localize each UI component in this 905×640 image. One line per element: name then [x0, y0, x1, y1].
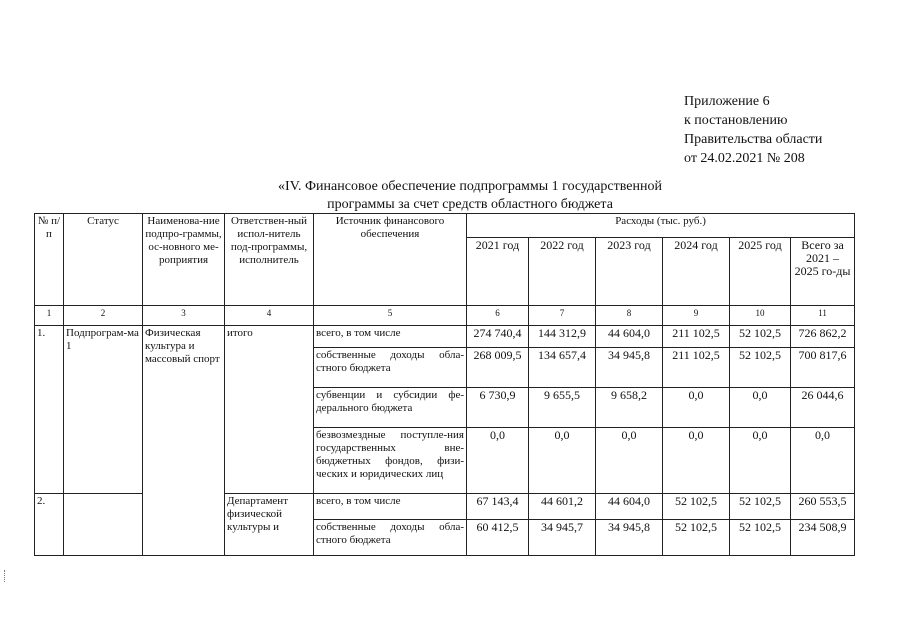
header-year-2024: 2024 год	[663, 238, 730, 306]
value-cell: 60 412,5	[467, 520, 529, 556]
row-name: Физическая культура и массовый спорт	[143, 326, 225, 556]
row-status: Подпрограм-ма 1	[64, 326, 143, 494]
col-index: 1	[35, 306, 64, 326]
appendix-line-4: от 24.02.2021 № 208	[684, 151, 805, 166]
section-title-line-2: программы за счет средств областного бюджета	[327, 197, 613, 212]
row-status	[64, 494, 143, 556]
value-cell: 26 044,6	[791, 388, 855, 428]
col-index: 2	[64, 306, 143, 326]
value-cell: 260 553,5	[791, 494, 855, 520]
source-cell: всего, в том числе	[314, 326, 467, 348]
header-year-2022: 2022 год	[529, 238, 596, 306]
value-cell: 0,0	[791, 428, 855, 494]
value-cell: 6 730,9	[467, 388, 529, 428]
row-num: 1.	[35, 326, 64, 494]
table-row	[35, 326, 855, 348]
value-cell: 9 658,2	[596, 388, 663, 428]
value-cell: 67 143,4	[467, 494, 529, 520]
value-cell: 44 604,0	[596, 494, 663, 520]
col-index: 9	[663, 306, 730, 326]
appendix-line-2: к постановлению	[684, 113, 788, 128]
col-index: 5	[314, 306, 467, 326]
value-cell: 700 817,6	[791, 348, 855, 388]
value-cell: 9 655,5	[529, 388, 596, 428]
header-status: Статус	[64, 214, 143, 306]
header-year-2023: 2023 год	[596, 238, 663, 306]
col-index: 7	[529, 306, 596, 326]
header-num: № п/п	[35, 214, 64, 306]
appendix-block	[684, 92, 822, 168]
col-index: 8	[596, 306, 663, 326]
value-cell: 52 102,5	[730, 494, 791, 520]
row-executor: итого	[225, 326, 314, 494]
financing-table	[34, 213, 855, 556]
value-cell: 44 601,2	[529, 494, 596, 520]
value-cell: 52 102,5	[663, 494, 730, 520]
value-cell: 211 102,5	[663, 326, 730, 348]
value-cell: 0,0	[663, 388, 730, 428]
value-cell: 726 862,2	[791, 326, 855, 348]
appendix-line-3: Правительства области	[684, 132, 823, 147]
value-cell: 44 604,0	[596, 326, 663, 348]
source-cell: собственные доходы обла-стного бюджета	[314, 520, 467, 556]
col-index: 4	[225, 306, 314, 326]
col-index: 11	[791, 306, 855, 326]
header-total: Всего за 2021 – 2025 го-ды	[791, 238, 855, 306]
value-cell: 274 740,4	[467, 326, 529, 348]
header-expenses: Расходы (тыс. руб.)	[467, 214, 855, 238]
value-cell: 0,0	[529, 428, 596, 494]
header-row	[35, 214, 855, 238]
section-title	[230, 178, 710, 214]
row-num: 2.	[35, 494, 64, 556]
header-year-2025: 2025 год	[730, 238, 791, 306]
col-index: 3	[143, 306, 225, 326]
header-name: Наименова-ние подпро-граммы, ос-новного ме-роприятия	[143, 214, 225, 306]
value-cell: 52 102,5	[730, 348, 791, 388]
source-cell: собственные доходы обла-стного бюджета	[314, 348, 467, 388]
value-cell: 134 657,4	[529, 348, 596, 388]
value-cell: 0,0	[730, 428, 791, 494]
value-cell: 34 945,7	[529, 520, 596, 556]
source-cell: безвозмездные поступле-ния государственных вне-бюджетных фондов, физи-ческих и юридических лиц	[314, 428, 467, 494]
value-cell: 34 945,8	[596, 520, 663, 556]
col-index: 10	[730, 306, 791, 326]
header-executor: Ответствен-ный испол-нитель под-программы, исполнитель	[225, 214, 314, 306]
source-cell: субвенции и субсидии фе-дерального бюджета	[314, 388, 467, 428]
row-executor: Департамент физической культуры и	[225, 494, 314, 556]
value-cell: 268 009,5	[467, 348, 529, 388]
value-cell: 144 312,9	[529, 326, 596, 348]
value-cell: 0,0	[730, 388, 791, 428]
appendix-line-1: Приложение 6	[684, 94, 770, 109]
value-cell: 0,0	[467, 428, 529, 494]
value-cell: 234 508,9	[791, 520, 855, 556]
source-cell: всего, в том числе	[314, 494, 467, 520]
header-source: Источник финансового обеспечения	[314, 214, 467, 306]
column-index-row	[35, 306, 855, 326]
value-cell: 0,0	[596, 428, 663, 494]
header-year-2021: 2021 год	[467, 238, 529, 306]
scan-margin-mark	[4, 570, 7, 582]
value-cell: 0,0	[663, 428, 730, 494]
section-title-line-1: «IV. Финансовое обеспечение подпрограммы 1 государственной	[278, 179, 662, 194]
value-cell: 52 102,5	[730, 520, 791, 556]
col-index: 6	[467, 306, 529, 326]
value-cell: 211 102,5	[663, 348, 730, 388]
value-cell: 52 102,5	[663, 520, 730, 556]
value-cell: 52 102,5	[730, 326, 791, 348]
value-cell: 34 945,8	[596, 348, 663, 388]
